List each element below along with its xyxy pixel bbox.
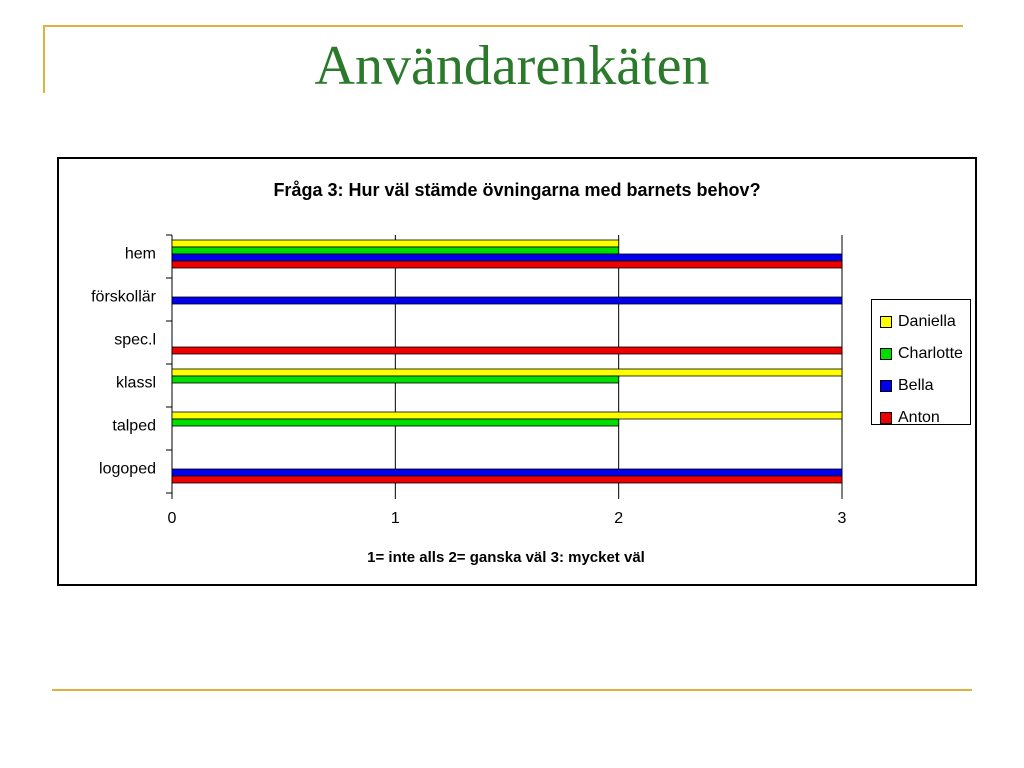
- legend-swatch: [880, 380, 892, 392]
- bar-daniella: [172, 412, 842, 419]
- y-tick-label: hem: [124, 245, 156, 263]
- bar-chart: [59, 159, 975, 584]
- bar-anton: [172, 261, 842, 268]
- x-tick-label: 1: [390, 510, 400, 527]
- legend-entry-anton: [872, 402, 970, 434]
- slide-top-rule: [43, 25, 963, 27]
- bar-anton: [172, 476, 842, 483]
- bar-bella: [172, 469, 842, 476]
- bar-daniella: [172, 240, 619, 247]
- bar-bella: [172, 254, 842, 261]
- legend-label: Anton: [898, 409, 940, 426]
- y-tick-label: spec.l: [114, 331, 156, 349]
- legend-entry-bella: [872, 370, 970, 402]
- chart-frame: [57, 157, 977, 586]
- legend-swatch: [880, 412, 892, 424]
- y-tick-label: logoped: [99, 460, 156, 478]
- bar-charlotte: [172, 247, 619, 254]
- x-tick-label: 3: [837, 510, 847, 527]
- bar-daniella: [172, 369, 842, 376]
- x-tick-label: 2: [614, 510, 624, 527]
- bar-bella: [172, 297, 842, 304]
- legend-entry-daniella: [872, 306, 970, 338]
- legend-label: Daniella: [898, 313, 956, 330]
- legend-label: Charlotte: [898, 345, 963, 362]
- bar-charlotte: [172, 376, 619, 383]
- x-tick-label: 0: [167, 510, 177, 527]
- slide-title: Användarenkäten: [314, 35, 710, 97]
- legend-entry-charlotte: [872, 338, 970, 370]
- legend-swatch: [880, 348, 892, 360]
- y-tick-label: förskollär: [91, 288, 156, 306]
- chart-legend: [871, 299, 971, 425]
- y-tick-label: talped: [112, 417, 156, 435]
- legend-label: Bella: [898, 377, 934, 394]
- bar-charlotte: [172, 419, 619, 426]
- slide-bottom-rule: [52, 689, 972, 691]
- legend-swatch: [880, 316, 892, 328]
- bar-anton: [172, 347, 842, 354]
- x-axis-title: 1= inte alls 2= ganska väl 3: mycket väl: [367, 549, 645, 566]
- y-tick-label: klassl: [115, 374, 156, 392]
- chart-title: Fråga 3: Hur väl stämde övningarna med barnets behov?: [273, 180, 761, 200]
- plot-area: [91, 235, 846, 527]
